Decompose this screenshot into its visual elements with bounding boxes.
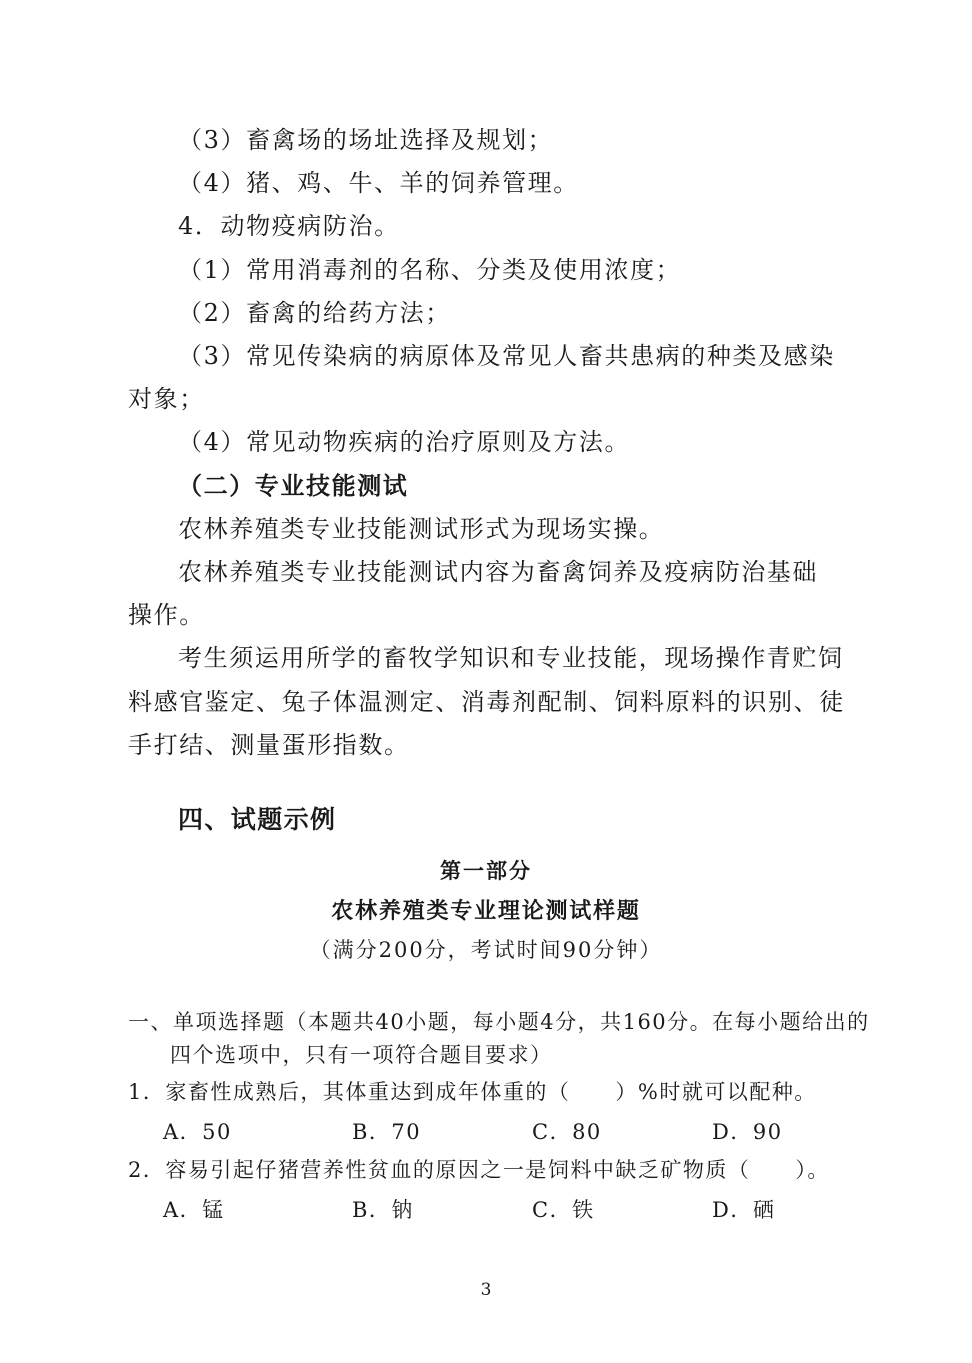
skills-test-task-line-1: 考生须运用所学的畜牧学知识和专业技能，现场操作青贮饲 <box>178 644 844 672</box>
question-1-stem: 1．家畜性成熟后，其体重达到成年体重的（ ）%时就可以配种。 <box>128 1080 817 1104</box>
part-heading: 第一部分 <box>440 858 532 883</box>
question-2-stem: 2．容易引起仔猪营养性贫血的原因之一是饲料中缺乏矿物质（ ）。 <box>128 1158 830 1182</box>
question-2-option-b: B．钠 <box>352 1198 414 1222</box>
skills-test-content-line-1: 农林养殖类专业技能测试内容为畜禽饲养及疫病防治基础 <box>178 558 818 586</box>
question-2-option-c: C．铁 <box>532 1198 595 1222</box>
score-time-note: （满分200分，考试时间90分钟） <box>309 938 663 962</box>
disease-control-heading: 4．动物疫病防治。 <box>178 212 400 240</box>
husbandry-item-3: （3）畜禽场的场址选择及规划； <box>178 126 554 154</box>
disease-item-2: （2）畜禽的给药方法； <box>178 299 451 327</box>
question-2-option-d: D．硒 <box>712 1198 776 1222</box>
disease-item-3-line-2: 对象； <box>128 385 205 413</box>
question-1-option-a: A．50 <box>163 1120 232 1144</box>
question-1-option-b: B．70 <box>352 1120 422 1144</box>
question-2-option-a: A．锰 <box>163 1198 225 1222</box>
section-1-instruction-line-2: 四个选项中，只有一项符合题目要求） <box>170 1043 553 1067</box>
skills-test-content-line-2: 操作。 <box>128 601 205 629</box>
disease-item-4: （4）常见动物疾病的治疗原则及方法。 <box>178 428 631 456</box>
disease-item-3-line-1: （3）常见传染病的病原体及常见人畜共患病的种类及感染 <box>178 342 835 370</box>
question-1-option-d: D．90 <box>712 1120 783 1144</box>
sample-paper-title: 农林养殖类专业理论测试样题 <box>331 898 641 924</box>
section-1-instruction-line-1: 一、单项选择题（本题共40小题，每小题4分，共160分。在每小题给出的 <box>128 1010 870 1034</box>
disease-item-1: （1）常用消毒剂的名称、分类及使用浓度； <box>178 256 682 284</box>
examples-heading: 四、试题示例 <box>178 805 337 834</box>
skills-test-form: 农林养殖类专业技能测试形式为现场实操。 <box>178 515 665 543</box>
page-number: 3 <box>480 1280 492 1300</box>
skills-test-task-line-3: 手打结、测量蛋形指数。 <box>128 731 410 759</box>
question-1-option-c: C．80 <box>532 1120 602 1144</box>
husbandry-item-4: （4）猪、鸡、牛、羊的饲养管理。 <box>178 169 579 197</box>
skills-test-heading: （二）专业技能测试 <box>178 471 409 500</box>
skills-test-task-line-2: 料感官鉴定、兔子体温测定、消毒剂配制、饲料原料的识别、徒 <box>128 688 845 716</box>
